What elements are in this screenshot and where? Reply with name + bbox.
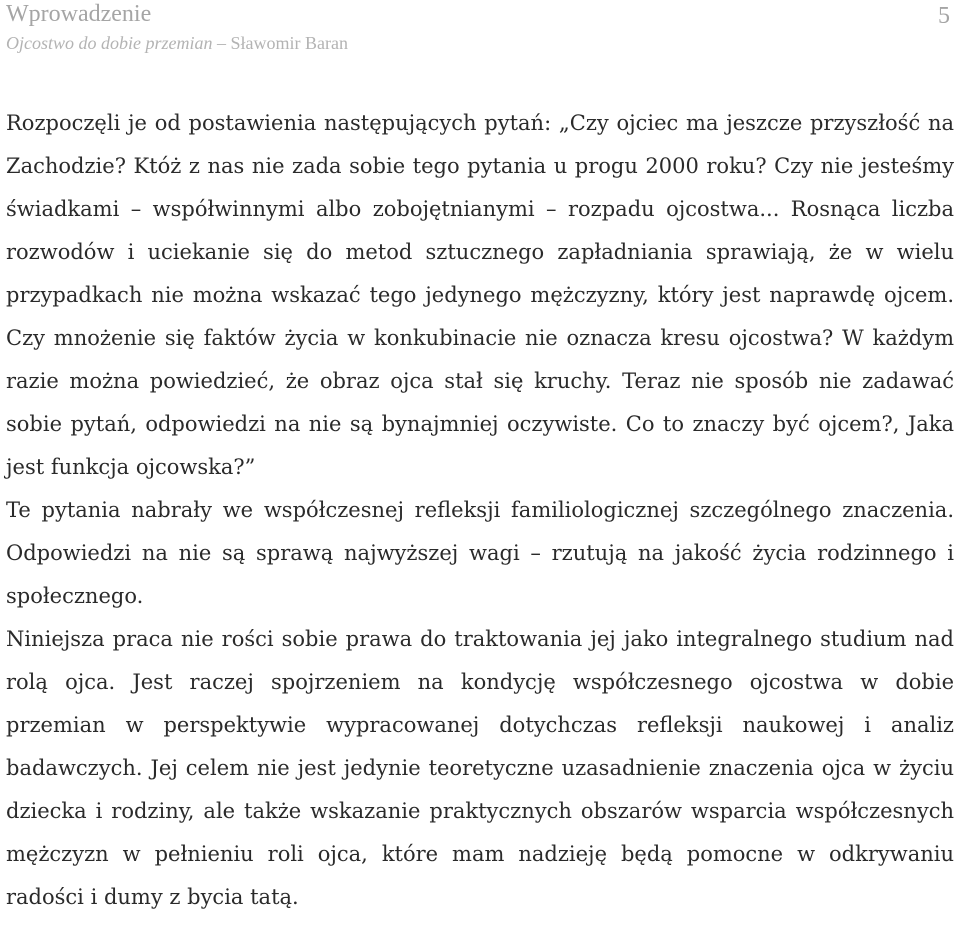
paragraph-3: Niniejsza praca nie rości sobie prawa do traktowania jej jako integralnego studium nad rolą ojca. Jest raczej spojrzeniem na kondycję współczesnego ojcostwa w dobie przemian w perspektywie wypracowanej dotychczas refleksji naukowej i analiz badawczych. Jej celem nie jest jedynie teoretyczne uzasadnienie znaczenia ojca w życiu dziecka i rodziny, ale także wskazanie praktycznych obszarów wsparcia współczesnych mężczyzn w pełnieniu roli ojca, które mam nadzieję będą pomocne w odkrywaniu radości i dumy z bycia tatą. (6, 627, 954, 909)
page-number: 5 (938, 3, 950, 29)
paragraph-1: Rozpoczęli je od postawienia następujących pytań: „Czy ojciec ma jeszcze przyszłość na Zachodzie? Któż z nas nie zada sobie tego pytania u progu 2000 roku? Czy nie jesteśmy świadkami – współwinnymi albo zobojętnianymi – rozpadu ojcostwa... Rosnąca liczba rozwodów i uciekanie się do metod sztucznego zapładniania sprawiają, że w wielu przypadkach nie można wskazać tego jedynego mężczyzny, który jest naprawdę ojcem. Czy mnożenie się faktów życia w konkubinacie nie oznacza kresu ojcostwa? W każdym razie można powiedzieć, że obraz ojca stał się kruchy. Teraz nie sposób nie zadawać sobie pytań, odpowiedzi na nie są bynajmniej oczywiste. Co to znaczy być ojcem?, Jaka jest funkcja ojcowska?” (6, 111, 954, 479)
paragraph-2: Te pytania nabrały we współczesnej refleksji familiologicznej szczególnego znaczenia. Odpowiedzi na nie są sprawą najwyższej wagi – rzutują na jakość życia rodzinnego i społecznego. (6, 498, 954, 608)
body-text (6, 102, 954, 919)
chapter-title: Wprowadzenie (6, 1, 152, 27)
title-author-separator: – (212, 33, 231, 53)
running-subtitle (6, 32, 348, 54)
author-name: Sławomir Baran (230, 33, 348, 53)
book-title: Ojcostwo do dobie przemian (6, 33, 213, 53)
